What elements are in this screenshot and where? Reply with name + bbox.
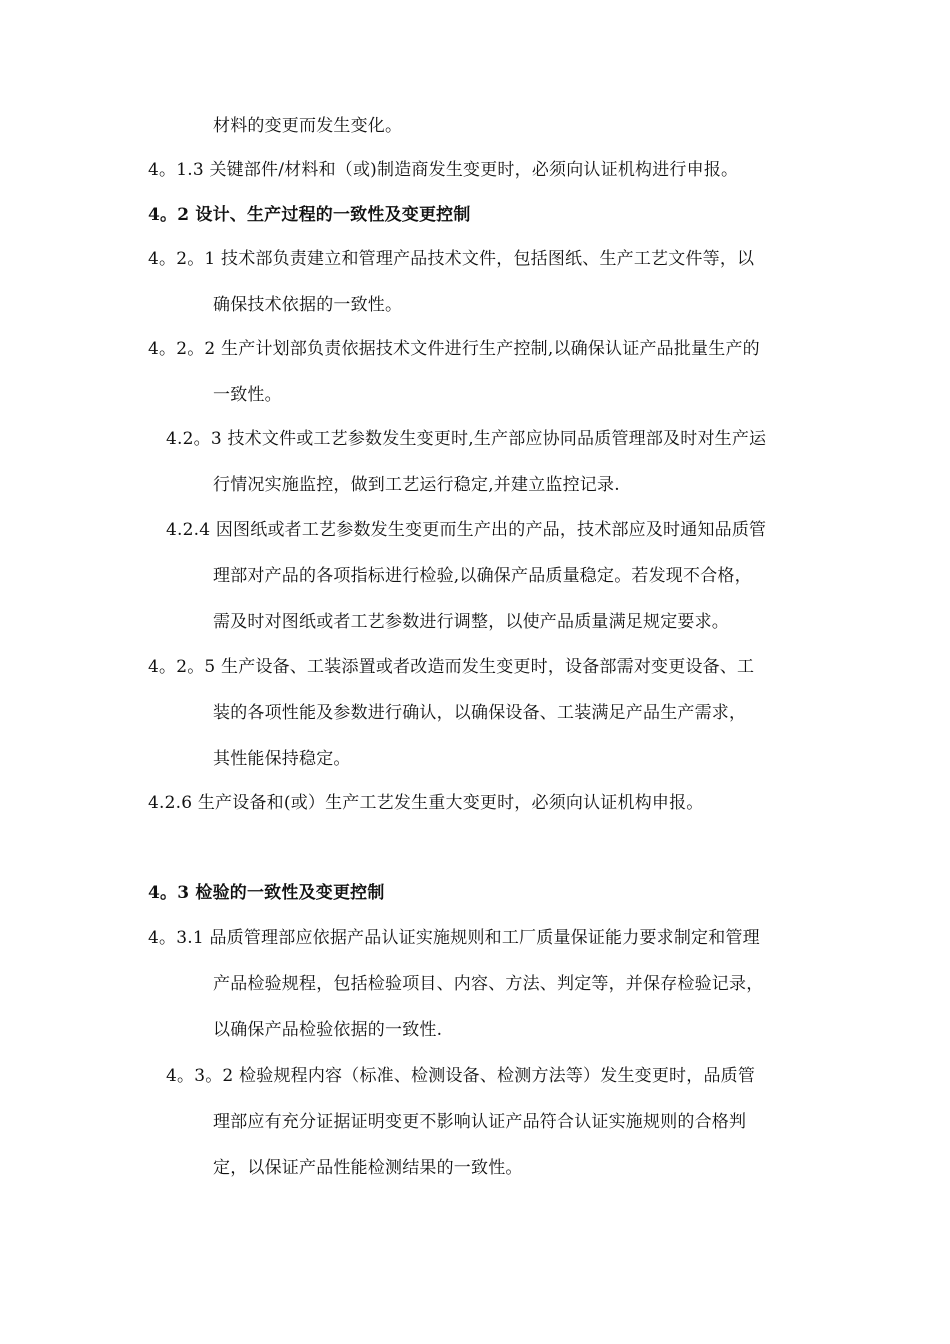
paragraph-4-2-1-continuation: 确保技术依据的一致性。 <box>213 295 403 315</box>
paragraph-4-2-4: 4.2.4 因图纸或者工艺参数发生变更而生产出的产品，技术部应及时通知品质管 <box>166 520 767 540</box>
paragraph-4-2-5-continuation-1: 装的各项性能及参数进行确认，以确保设备、工装满足产品生产需求， <box>213 703 747 723</box>
paragraph-4-2-1: 4。2。1 技术部负责建立和管理产品技术文件，包括图纸、生产工艺文件等，以 <box>148 249 755 269</box>
paragraph-4-2-2-continuation: 一致性。 <box>213 385 282 405</box>
paragraph-4-3-2: 4。3。2 检验规程内容（标准、检测设备、检测方法等）发生变更时，品质管 <box>166 1066 756 1086</box>
paragraph-4-2-4-continuation-2: 需及时对图纸或者工艺参数进行调整，以使产品质量满足规定要求。 <box>213 612 729 632</box>
paragraph-4-2-3-continuation: 行情况实施监控，做到工艺运行稳定,并建立监控记录. <box>213 475 620 495</box>
paragraph-4-2-4-continuation-1: 理部对产品的各项指标进行检验,以确保产品质量稳定。若发现不合格， <box>213 566 752 586</box>
paragraph-4-2-5-continuation-2: 其性能保持稳定。 <box>213 749 351 769</box>
section-heading-4-3: 4。3 检验的一致性及变更控制 <box>148 883 385 903</box>
paragraph-4-1-3: 4。1.3 关键部件/材料和（或)制造商发生变更时，必须向认证机构进行申报。 <box>148 160 739 180</box>
paragraph-4-3-1-continuation-1: 产品检验规程，包括检验项目、内容、方法、判定等，并保存检验记录， <box>213 974 764 994</box>
paragraph-4-3-2-continuation-1: 理部应有充分证据证明变更不影响认证产品符合认证实施规则的合格判 <box>213 1112 747 1132</box>
paragraph-4-3-1-continuation-2: 以确保产品检验依据的一致性. <box>213 1020 443 1040</box>
paragraph-4-3-1: 4。3.1 品质管理部应依据产品认证实施规则和工厂质量保证能力要求制定和管理 <box>148 928 760 948</box>
paragraph-4-2-3: 4.2。3 技术文件或工艺参数发生变更时,生产部应协同品质管理部及时对生产运 <box>166 429 767 449</box>
paragraph-4-2-2: 4。2。2 生产计划部负责依据技术文件进行生产控制,以确保认证产品批量生产的 <box>148 339 760 359</box>
paragraph-4-2-5: 4。2。5 生产设备、工装添置或者改造而发生变更时，设备部需对变更设备、工 <box>148 657 755 677</box>
paragraph-4-3-2-continuation-2: 定，以保证产品性能检测结果的一致性。 <box>213 1158 523 1178</box>
section-heading-4-2: 4。2 设计、生产过程的一致性及变更控制 <box>148 205 471 225</box>
paragraph-4-2-6: 4.2.6 生产设备和(或）生产工艺发生重大变更时，必须向认证机构申报。 <box>148 793 704 813</box>
paragraph-4-1-2-continuation: 材料的变更而发生变化。 <box>213 116 403 136</box>
